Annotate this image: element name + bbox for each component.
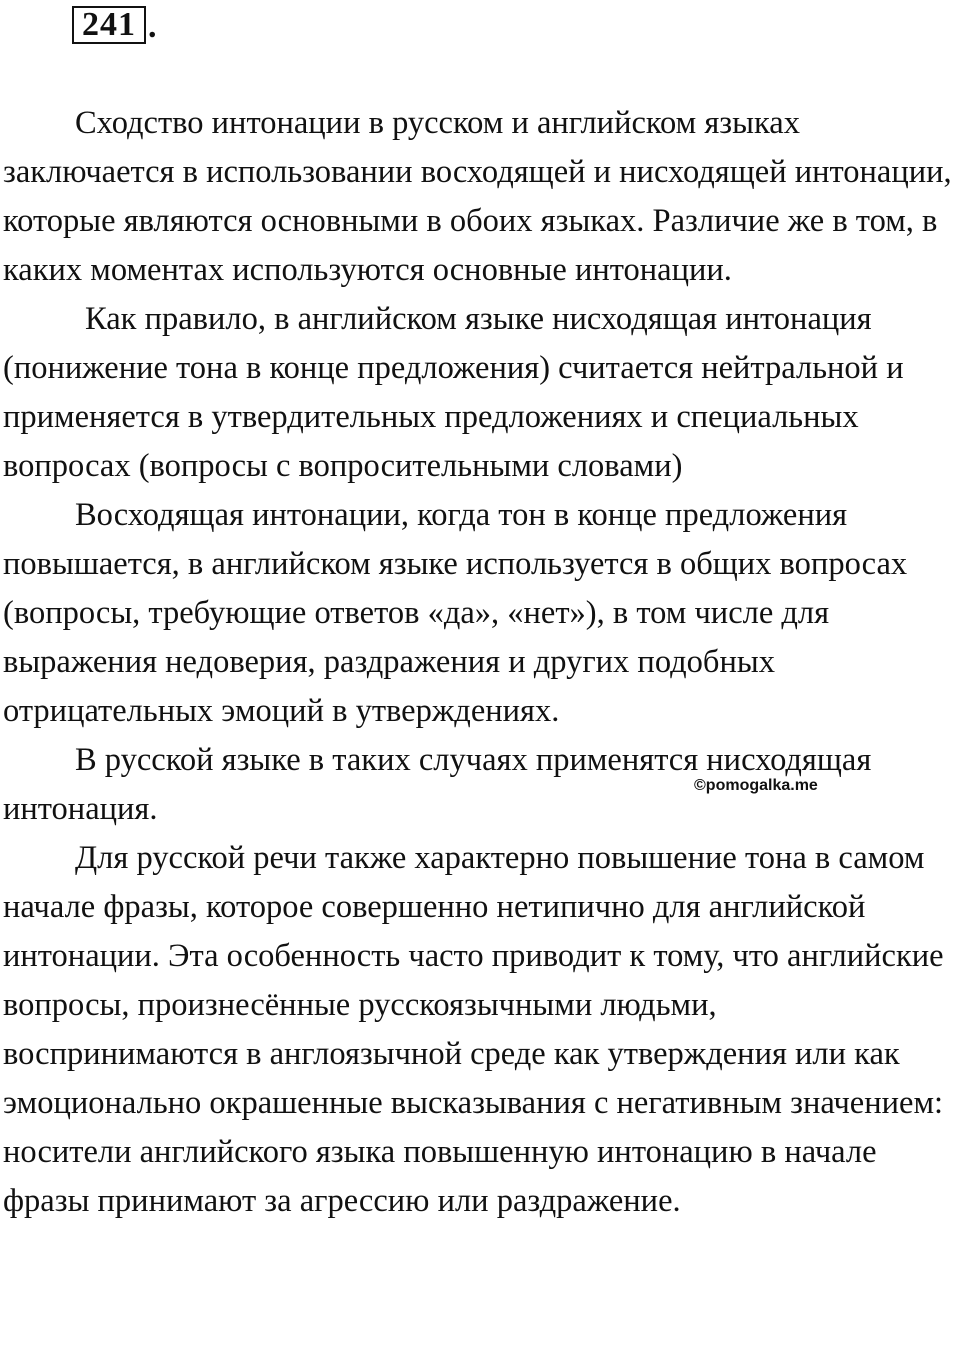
paragraph-4: В русской языке в таких случаях применятся нисходящая интонация.	[3, 742, 872, 827]
paragraph-3: Восходящая интонации, когда тон в конце предложения повышается, в английском языке используется в общих вопросах (вопросы, требующие ответов «да», «нет»), в том числе для выражения недоверия, раздражения и других подобных отрицательных эмоций в утверждениях.	[3, 497, 908, 729]
answer-text	[3, 99, 958, 1226]
paragraph-1: Сходство интонации в русском и английском языках заключается в использовании восходящей и нисходящей интонации, которые являются основными в обоих языках. Различие же в том, в каких моментах используются основные интонации.	[3, 105, 952, 288]
paragraph-2: Как правило, в английском языке нисходящая интонация (понижение тона в конце предложения) считается нейтральной и применяется в утвердительных предложениях и специальных вопросах (вопросы с вопросительными словами)	[3, 301, 904, 484]
task-number-suffix: .	[148, 8, 157, 45]
task-number-box: 241	[72, 6, 146, 44]
paragraph-5: Для русской речи также характерно повышение тона в самом начале фразы, которое совершенно нетипично для английской интонации. Эта особенность часто приводит к тому, что английские вопросы, произнесённые русскоязычными людьми, воспринимаются в англоязычной среде как утверждения или как эмоционально окрашенные высказывания с негативным значением: носители английского языка повышенную интонацию в начале фразы принимают за агрессию или раздражение.	[3, 840, 944, 1219]
watermark: ©pomogalka.me	[694, 777, 818, 794]
task-header	[72, 6, 157, 44]
